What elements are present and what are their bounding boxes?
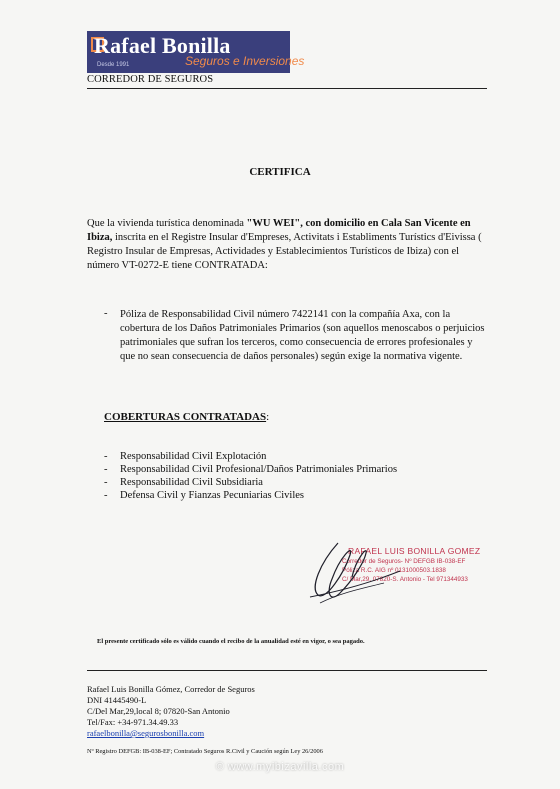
coverage-item <box>104 490 304 501</box>
policy-paragraph: Póliza de Responsabilidad Civil número 7422141 con la compañía Axa, con la cobertura de los Daños Patrimoniales Primarios (son aquellos menoscabos o perjuicios patrimoniales que sufran los terceros, como consecuencia de errores profesionales y que no sean consecuencia de daños personales) según exige la normativa vigente. <box>120 309 485 362</box>
coverage-bullet: - <box>104 451 108 462</box>
coverage-label: Responsabilidad Civil Profesional/Daños Patrimoniales Primarios <box>120 464 398 475</box>
logo-tagline: Seguros e Inversiones <box>185 54 305 68</box>
coverage-label: Defensa Civil y Fianzas Pecuniarias Civiles <box>120 490 305 501</box>
intro-text-1: Que la vivienda turística denominada <box>87 218 247 229</box>
coverage-label: Responsabilidad Civil Explotación <box>120 451 267 462</box>
logo-brand-name: Rafael Bonilla <box>94 33 231 58</box>
footer-divider <box>87 670 487 671</box>
stamp-line: Corredor de Seguros- Nº DEFGB IB-038-EF <box>342 558 466 565</box>
coverage-item <box>104 464 397 475</box>
registry-note: Nº Registro DEFGB: IB-038-EF; Contratado Seguros R.Civil y Caución según Ley 26/2006 <box>87 748 323 755</box>
company-logo <box>87 31 305 73</box>
footer-dni: DNI 41445490-L <box>87 695 147 705</box>
policy-bullet: - <box>104 308 108 319</box>
stamp-line: Póliza R.C. AIG nº 0131000503.1838 <box>342 567 446 574</box>
coverage-item <box>104 477 263 488</box>
intro-text-2: inscrita en el Registre Insular d'Empreses, Activitats i Establiments Turístics d'Eivissa ( Registro Insular de Empresas, Actividades y Establecimientos Turísticos de Ibiza) con el número VT-0272-E tiene CONTRATADA: <box>87 232 482 271</box>
intro-paragraph <box>87 217 490 273</box>
stamp-line: C/ Mar,29, 07820-S. Antonio - Tel 971344933 <box>342 576 468 583</box>
coverages-title-colon: : <box>266 411 270 423</box>
footer-name: Rafael Luis Bonilla Gómez, Corredor de Seguros <box>87 684 255 694</box>
coverages-title-text: COBERTURAS CONTRATADAS <box>104 411 267 423</box>
footer-email[interactable]: rafaelbonilla@segurosbonilla.com <box>87 728 205 738</box>
footer-address: C/Del Mar,29,local 8; 07820-San Antonio <box>87 706 230 716</box>
logo-since: Desde 1991 <box>97 62 130 68</box>
coverage-label: Responsabilidad Civil Subsidiaria <box>120 477 263 488</box>
letterhead-subtitle: CORREDOR DE SEGUROS <box>87 74 214 85</box>
stamp-name: RAFAEL LUIS BONILLA GOMEZ <box>348 546 481 556</box>
document-heading: CERTIFICA <box>249 166 311 178</box>
watermark: © www.myibizavilla.com <box>215 761 345 773</box>
intro-property-name: "WU WEI", con domicilio en Cala San Vicente en Ibiza, <box>87 218 471 243</box>
coverage-bullet: - <box>104 477 108 488</box>
coverage-bullet: - <box>104 490 108 501</box>
validity-note: El presente certificado sólo es válido cuando el recibo de la anualidad esté en vigor, o sea pagado. <box>97 638 365 645</box>
coverage-bullet: - <box>104 464 108 475</box>
coverages-title <box>104 411 269 423</box>
footer-phone: Tel/Fax: +34-971.34.49.33 <box>87 717 179 727</box>
header-divider <box>87 88 487 89</box>
handwritten-signature <box>300 533 430 613</box>
footer-email-link[interactable] <box>87 728 204 738</box>
coverage-item <box>104 451 266 462</box>
